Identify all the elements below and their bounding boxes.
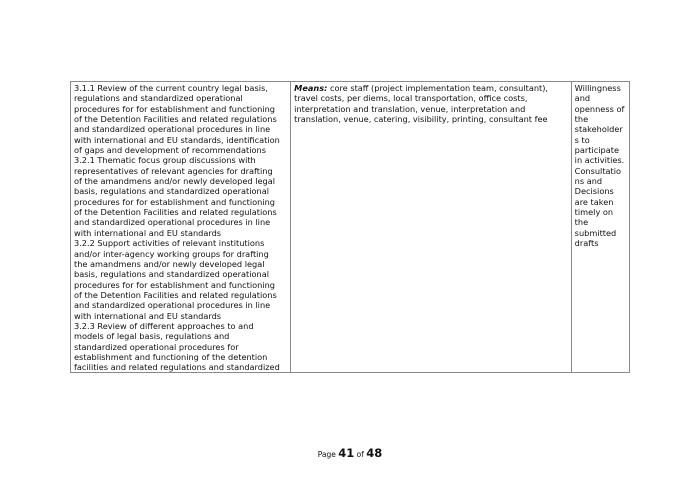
- activity-text-line: with international and EU standards: [74, 310, 222, 321]
- assumption-text-line: timely on: [574, 207, 614, 218]
- assumption-text-line: and: [574, 93, 591, 104]
- assumption-text-line: in activities.: [574, 155, 625, 166]
- assumptions-cell: [571, 82, 629, 373]
- means-cell: [291, 82, 572, 373]
- assumption-text-line: stakeholder: [574, 124, 623, 135]
- activity-text-line: 3.2.1 Thematic focus group discussions with: [74, 155, 256, 166]
- activity-text-line: 3.2.3 Review of different approaches to and: [74, 320, 254, 331]
- activity-text-line: of the Detention Facilities and related regulations: [74, 114, 277, 125]
- assumption-text-line: submitted: [574, 227, 617, 238]
- assumption-text-line: s to: [574, 134, 590, 145]
- activity-text-line: regulations and standardized operational: [74, 93, 243, 104]
- total-pages: 48: [366, 446, 383, 460]
- assumption-text-line: the: [574, 217, 589, 228]
- activity-text-line: of the amandmens and/or newly developed legal: [74, 176, 276, 187]
- means-text-line: interpretation and translation, venue, interpretation and: [294, 103, 526, 114]
- assumption-text-line: drafts: [574, 238, 599, 249]
- means-label: Means:: [294, 83, 328, 93]
- assumption-text-line: are taken: [574, 196, 614, 207]
- activity-text-line: representatives of relevant agencies for drafting: [74, 165, 273, 176]
- page-word: Page: [317, 450, 336, 459]
- assumption-text-line: Consultatio: [574, 165, 622, 176]
- page-footer: [0, 446, 700, 460]
- activity-text-line: of the Detention Facilities and related regulations: [74, 289, 277, 300]
- activity-text-line: facilities and related regulations and standardized: [74, 362, 280, 372]
- assumptions-text: [575, 83, 626, 372]
- activity-text-line: and standardized operational procedures in line: [74, 300, 271, 311]
- activity-text-line: and standardized operational procedures in line: [74, 217, 271, 228]
- assumption-text-line: participate: [574, 145, 619, 156]
- means-text-line: travel costs, per diems, local transportation, office costs,: [294, 93, 528, 104]
- assumption-text-line: ns and: [574, 176, 603, 187]
- table-row: [71, 82, 630, 373]
- means-text: [294, 83, 568, 372]
- activity-text-line: basis, regulations and standardized operational: [74, 186, 270, 197]
- activity-text-line: establishment and functioning of the detention: [74, 351, 268, 362]
- activity-text-line: and standardized operational procedures in line: [74, 124, 271, 135]
- assumption-text-line: Decisions: [574, 186, 614, 197]
- activity-text-line: and/or inter-agency working groups for drafting: [74, 248, 269, 259]
- activity-text-line: procedures for for establishment and functioning: [74, 279, 275, 290]
- activity-text-line: procedures for for establishment and functioning: [74, 196, 275, 207]
- activities-text: [74, 83, 287, 372]
- activity-text-line: models of legal basis, regulations and: [74, 331, 230, 342]
- activity-text-line: with international and EU standards: [74, 227, 222, 238]
- activity-text-line: 3.1.1 Review of the current country legal basis,: [74, 83, 268, 93]
- activity-text-line: with international and EU standards, identification: [74, 134, 280, 145]
- activity-text-line: standardized operational procedures for: [74, 341, 239, 352]
- activity-text-line: 3.2.2 Support activities of relevant institutions: [74, 238, 265, 249]
- activity-text-line: of gaps and development of recommendations: [74, 145, 266, 156]
- activities-cell: [71, 82, 291, 373]
- activity-text-line: of the Detention Facilities and related regulations: [74, 207, 277, 218]
- assumption-text-line: Willingness: [574, 83, 621, 93]
- activity-text-line: basis, regulations and standardized operational: [74, 269, 270, 280]
- means-first-line: [294, 83, 568, 93]
- activity-text-line: the amandmens and/or newly developed legal: [74, 258, 265, 269]
- page-number: 41: [338, 446, 355, 460]
- means-text-line: translation, venue, catering, visibility, printing, consultant fee: [294, 114, 548, 125]
- activities-table: [70, 81, 630, 373]
- assumption-text-line: openness of: [574, 103, 625, 114]
- means-first-line-rest: core staff (project implementation team, consultant),: [327, 83, 549, 93]
- assumption-text-line: the: [574, 114, 589, 125]
- of-word: of: [356, 450, 364, 459]
- activity-text-line: procedures for for establishment and functioning: [74, 103, 275, 114]
